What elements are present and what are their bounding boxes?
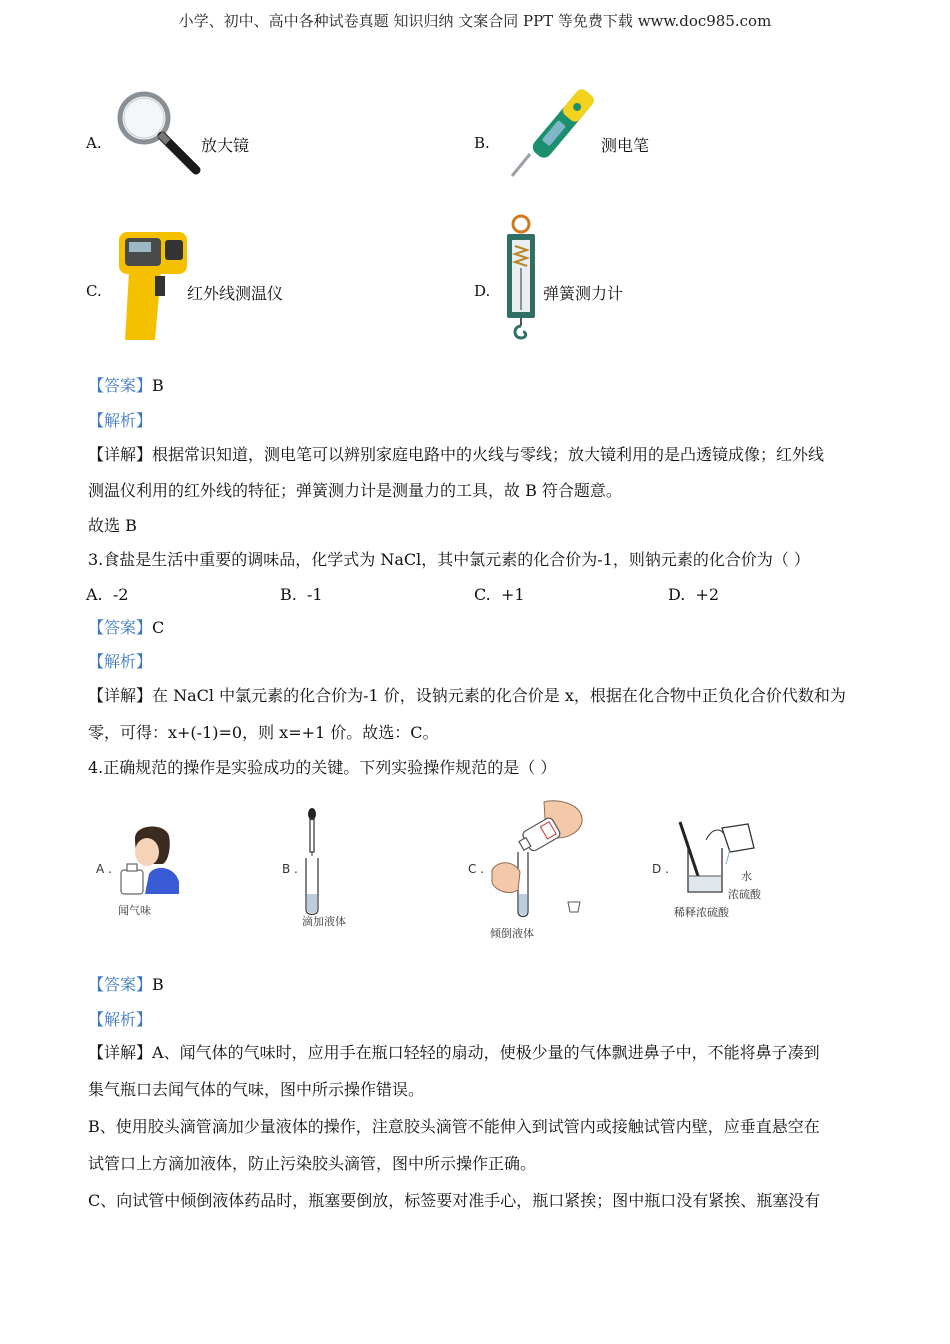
- fig-d-caption: 稀释浓硫酸: [674, 906, 729, 919]
- option-d-label: 弹簧测力计: [543, 284, 624, 303]
- fig-d-letter: D .: [652, 862, 669, 876]
- q3-detail-line1: 【详解】在 NaCl 中氯元素的化合价为-1 价，设钠元素的化合价是 x，根据在化合物中正负化合价代数和为: [88, 686, 846, 705]
- q3-option-a: A. -2: [86, 585, 129, 604]
- q3-analysis: 【解析】: [88, 652, 153, 671]
- fig-a-letter: A .: [96, 862, 112, 876]
- q3-detail-line2: 零，可得：x+(-1)=0，则 x=+1 价。故选：C。: [88, 723, 439, 742]
- option-b-label: 测电笔: [601, 136, 650, 155]
- answer-tag: 【答案】: [88, 376, 153, 395]
- q2-answer: [88, 376, 164, 396]
- pouring-liquid-icon: [488, 798, 588, 923]
- detail-tag: 【详解】: [88, 445, 153, 464]
- page-header: 小学、初中、高中各种试卷真题 知识归纳 文案合同 PPT 等免费下载 www.doc985.com: [178, 12, 772, 30]
- fig-d-acid-label: 浓硫酸: [728, 888, 761, 901]
- q4-detail-line2: 集气瓶口去闻气体的气味，图中所示操作错误。: [88, 1080, 425, 1099]
- option-c-label: 红外线测温仪: [187, 284, 284, 303]
- q4-detail-line5: C、向试管中倾倒液体药品时，瓶塞要倒放，标签要对准手心，瓶口紧挨；图中瓶口没有紧挨、瓶塞没有: [88, 1191, 821, 1210]
- q3-answer: 【答案】C: [88, 618, 165, 637]
- q2-detail-line1: 【详解】根据常识知道，测电笔可以辨别家庭电路中的火线与零线；放大镜利用的是凸透镜成像；红外线: [88, 445, 825, 464]
- fig-a-caption: 闻气味: [118, 904, 151, 917]
- fig-b-letter: B .: [282, 862, 298, 876]
- infrared-thermometer-icon: [115, 228, 190, 346]
- q2-conclusion: 故选 B: [88, 516, 137, 535]
- dropper-tube-icon: [300, 808, 330, 920]
- magnifier-icon: [112, 88, 202, 178]
- q4-detail-line1: 【详解】A、闻气体的气味时，应用手在瓶口轻轻的扇动，使极少量的气体飘进鼻子中，不能将鼻子凑到: [88, 1043, 820, 1062]
- answer-value: B: [152, 376, 164, 395]
- fig-c-caption: 倾倒液体: [490, 927, 534, 940]
- spring-scale-icon: [503, 214, 539, 344]
- option-b-letter: B.: [474, 134, 490, 152]
- analysis-tag: 【解析】: [88, 411, 153, 430]
- q4-analysis: 【解析】: [88, 1010, 153, 1029]
- option-a-letter: A.: [86, 134, 102, 152]
- fig-b-caption: 滴加液体: [302, 915, 346, 928]
- test-pen-icon: [504, 82, 604, 182]
- q4-detail-line3: B、使用胶头滴管滴加少量液体的操作，注意胶头滴管不能伸入到试管内或接触试管内壁，应垂直悬空在: [88, 1117, 820, 1136]
- q4-detail-line4: 试管口上方滴加液体，防止污染胶头滴管，图中所示操作正确。: [88, 1154, 537, 1173]
- fig-c-letter: C .: [468, 862, 485, 876]
- q2-analysis: [88, 411, 152, 431]
- q3-stem: 3.食盐是生活中重要的调味品，化学式为 NaCl，其中氯元素的化合价为-1，则钠元素的化合价为（ ）: [88, 550, 810, 569]
- smelling-person-icon: [115, 820, 185, 900]
- q3-option-b: B. -1: [280, 585, 323, 604]
- option-a-label: 放大镜: [201, 136, 250, 155]
- q3-option-c: C. +1: [474, 585, 525, 604]
- option-c-letter: C.: [86, 282, 102, 300]
- q4-answer: 【答案】B: [88, 975, 164, 994]
- option-d-letter: D.: [474, 282, 491, 300]
- q4-stem: 4.正确规范的操作是实验成功的关键。下列实验操作规范的是（ ）: [88, 758, 557, 777]
- fig-d-water-label: 水: [741, 870, 752, 883]
- q2-detail-line2: 测温仪利用的红外线的特征；弹簧测力计是测量力的工具，故 B 符合题意。: [88, 481, 622, 500]
- q3-option-d: D. +2: [668, 585, 720, 604]
